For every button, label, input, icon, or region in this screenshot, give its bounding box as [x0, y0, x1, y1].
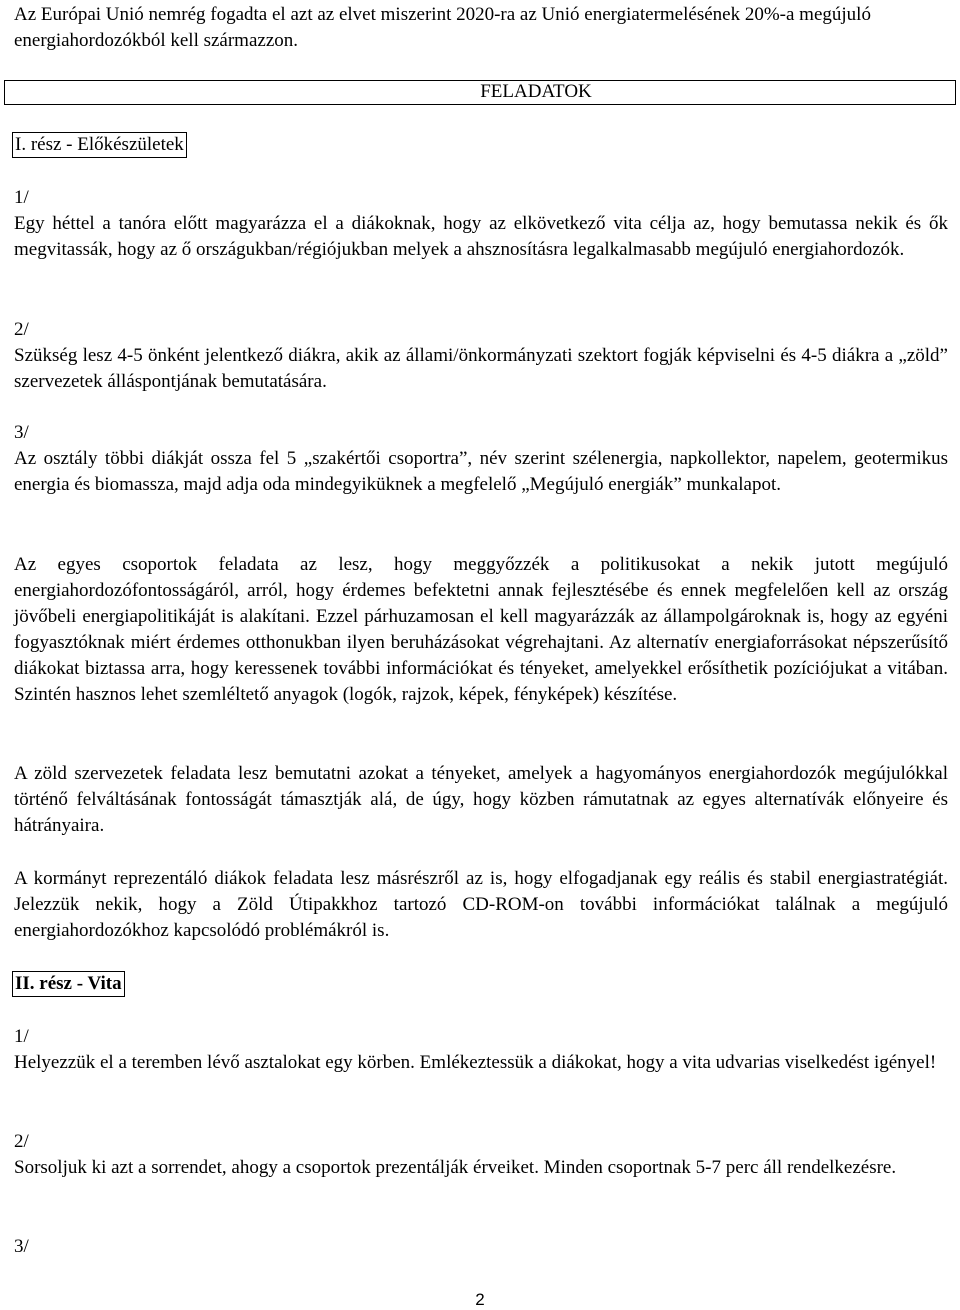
intro-paragraph: Az Európai Unió nemrég fogadta el azt az elvet miszerint 2020-ra az Unió energiatermelésének 20%-a megújuló energiahordozókból kell származzon.	[14, 4, 871, 51]
part1-heading: I. rész - Előkészületek	[12, 132, 187, 158]
page-number: 2	[475, 1290, 485, 1309]
feladatok-title: FELADATOK	[480, 81, 592, 102]
item-number: 3/	[14, 1236, 29, 1257]
part2-item-3	[14, 1234, 948, 1260]
part2-heading: II. rész - Vita	[12, 971, 125, 997]
part1-item-3	[14, 420, 948, 498]
item-text: Sorsoljuk ki azt a sorrendet, ahogy a csoportok prezentálják érveiket. Minden csoportnak 5-7 perc áll rendelkezésre.	[14, 1157, 897, 1178]
paragraph-green-orgs: A zöld szervezetek feladata lesz bemutatni azokat a tényeket, amelyek a hagyományos energiahordozók megújulókkal történő felváltásának fontosságát támasztják alá, de úgy, hogy közben rámutatnak az egyes alternatívák előnyeire és hátrányaira.	[14, 763, 948, 836]
paragraph-groups-task: Az egyes csoportok feladata az lesz, hogy meggyőzzék a politikusokat a nekik jutott megújuló energiahordozófontosságáról, arról, hogy érdemes befektetni annak fejlesztésébe és ennek megfelelően kell az ország jövőbeli energiapolitikáját is alakítani. Ezzel párhuzamosan el kell magyarázzák az állampolgároknak is, hogy az egyéni fogyasztóknak miért érdemes otthonukban ilyen beruházásokat végrehajtani. Az alternatív energiaforrásokat népszerűsítő diákokat biztassa arra, hogy keressenek további információkat és tényeket, amelyekkel erősíthetik pozíciójukat a vitában. Szintén hasznos lehet szemléltető anyagok (logók, rajzok, képek, fényképek) készítése.	[14, 554, 948, 705]
part2-item-1	[14, 1024, 948, 1076]
item-text: Az osztály többi diákját ossza fel 5 „szakértői csoportra”, név szerint szélenergia, napkollektor, napelem, geotermikus energia és biomassza, majd adja oda mindegyiküknek a megfelelő „Megújuló energiák” munkalapot.	[14, 448, 948, 495]
part1-item-1	[14, 185, 948, 263]
item-number: 3/	[14, 422, 29, 443]
item-text: Helyezzük el a teremben lévő asztalokat egy körben. Emlékeztessük a diákokat, hogy a vita udvarias viselkedést igényel!	[14, 1052, 937, 1073]
item-number: 2/	[14, 1131, 29, 1152]
item-number: 1/	[14, 1026, 29, 1047]
part2-item-2	[14, 1129, 948, 1181]
item-text: Szükség lesz 4-5 önként jelentkező diákra, akik az állami/önkormányzati szektort fogják képviselni és 4-5 diákra a „zöld” szervezetek álláspontjának bemutatására.	[14, 345, 948, 392]
item-number: 1/	[14, 187, 29, 208]
part1-item-2	[14, 317, 948, 395]
item-number: 2/	[14, 319, 29, 340]
paragraph-government: A kormányt reprezentáló diákok feladata lesz másrészről az is, hogy elfogadjanak egy reális és stabil energiastratégiát. Jelezzük nekik, hogy a Zöld Útipakkhoz tartozó CD-ROM-on további információkat találnak a megújuló energiahordozókhoz kapcsolódó problémákról is.	[14, 868, 948, 941]
item-text: Egy héttel a tanóra előtt magyarázza el a diákoknak, hogy az elkövetkező vita célja az, hogy bemutassa nekik és ők megvitassák, hogy az ő országukban/régiójukban melyek a ahsznosításra legalkalmasabb megújuló energiahordozók.	[14, 213, 948, 260]
